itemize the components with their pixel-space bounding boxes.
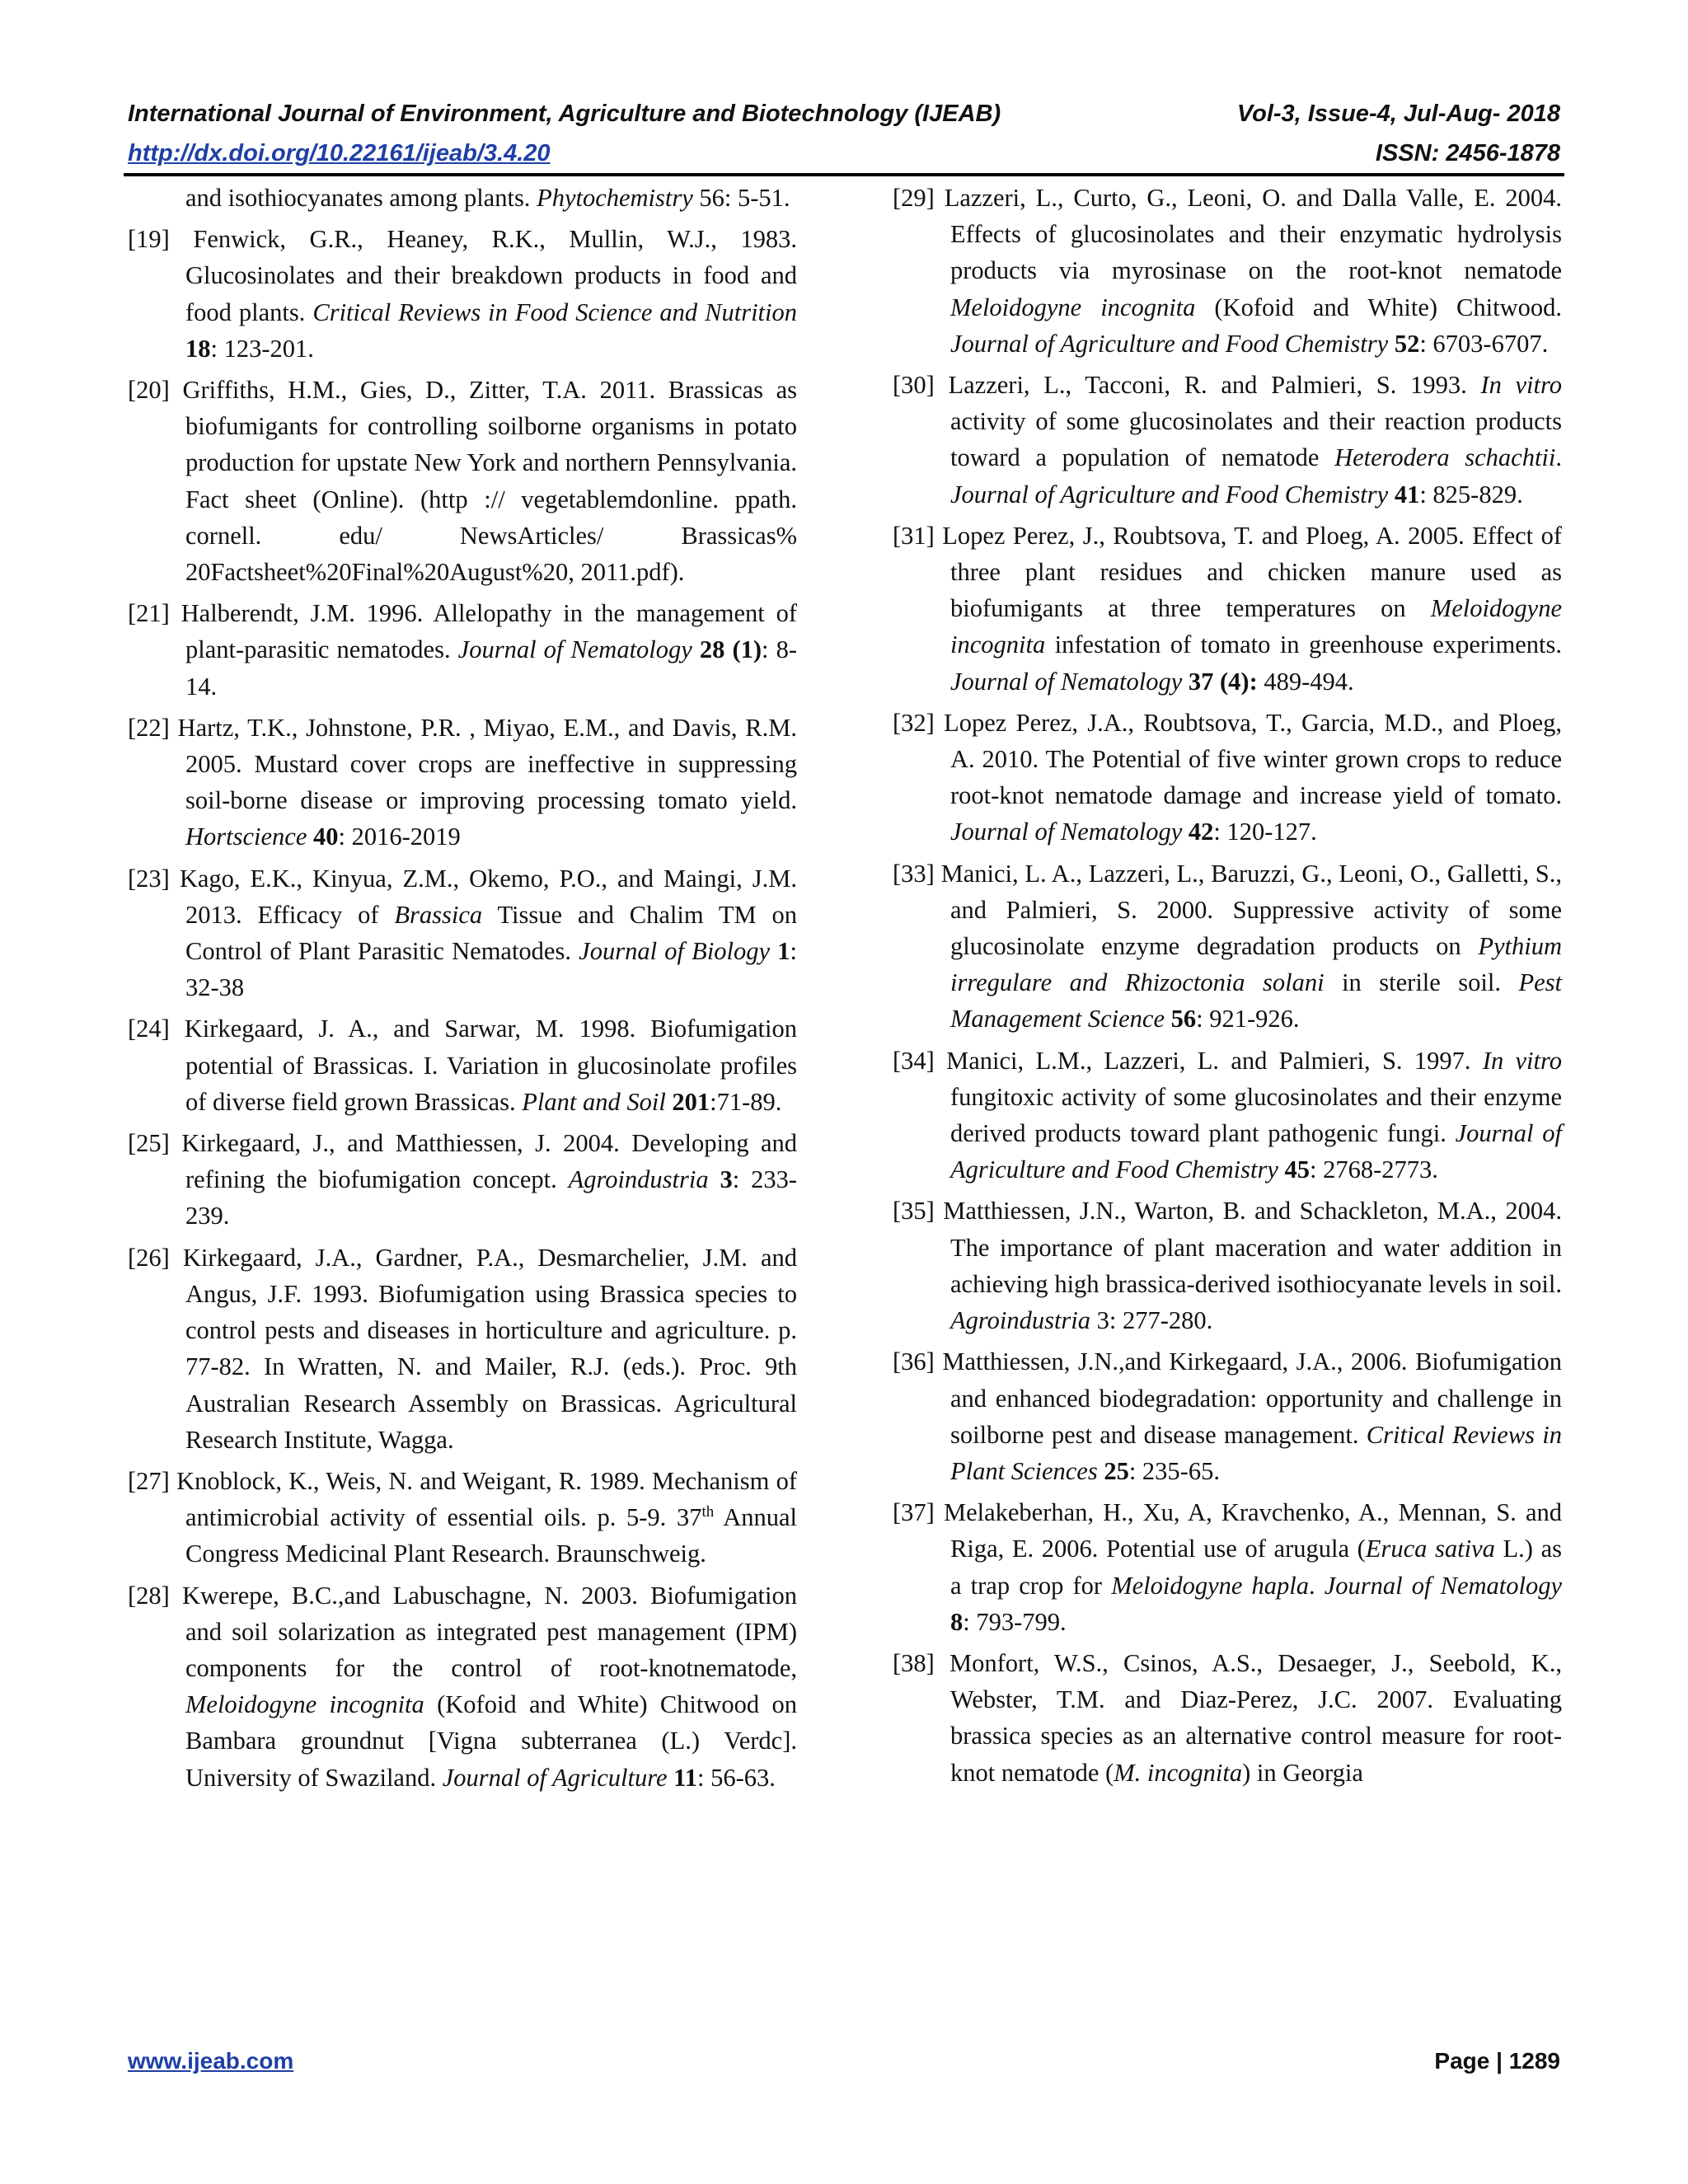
text-run [668,1764,674,1792]
header-rule [124,173,1564,176]
volume-issue: Vol-3, Issue-4, Jul-Aug- 2018 [1236,101,1560,127]
reference-entry [128,1463,797,1572]
reference-entry [128,860,797,1006]
text-run: [33] Manici, L. A., Lazzeri, L., Baruzzi, G., Leoni, O., Galletti, S., and Palmieri, S. 2000. Suppressive activity of some glucosinolate enzyme degradation products on [893,859,1562,961]
italic-text: Agroindustria [950,1306,1091,1335]
reference-entry [893,705,1562,851]
text-run: 3: 277-280. [1090,1306,1213,1335]
reference-entry [128,180,797,216]
text-run: ) in Georgia [1242,1758,1363,1787]
italic-text: Agroindustria [568,1165,709,1194]
bold-text: 41 [1394,480,1420,509]
left-column-references [128,180,797,1801]
text-run: [32] Lopez Perez, J.A., Roubtsova, T., Garcia, M.D., and Ploeg, A. 2010. The Potential of five winter grown crops to reduce root-knot nematode damage and increase yield of tomato. [893,708,1562,810]
reference-entry [128,372,797,590]
bold-text: 45 [1284,1155,1310,1184]
text-run: : 120-127. [1213,818,1317,846]
bold-text: 1 [777,937,790,966]
text-run: : 6703-6707. [1419,329,1549,358]
text-run: (Kofoid and White) Chitwood. [1195,293,1562,321]
text-run: in sterile soil. [1324,968,1519,997]
bold-text: 28 (1) [699,635,762,664]
text-run [307,823,313,851]
italic-text: Phytochemistry [537,184,693,212]
bold-text: 11 [673,1763,697,1792]
bold-text: 37 (4): [1188,667,1258,696]
reference-entry [128,1125,797,1235]
italic-text: Journal of Agriculture [442,1763,668,1792]
running-header [128,101,1560,134]
italic-text: Pythium irregulare and Rhizoctonia solani [950,932,1562,997]
journal-title: International Journal of Environment, Agriculture and Biotechnology (IJEAB) [128,101,1001,127]
text-run: [25] Kirkegaard, J., and Matthiessen, J. 2004. Developing and refining the biofumigation concept. [128,1129,797,1194]
text-run: : 825-829. [1419,480,1523,509]
reference-entry [893,855,1562,1038]
text-run: : 921-926. [1196,1005,1300,1033]
italic-text: Meloidogyne hapla [1111,1571,1310,1600]
text-run: L.) as a trap crop for [950,1535,1562,1600]
text-run: [21] Halberendt, J.M. 1996. Allelopathy in the management of plant-parasitic nematodes. [128,599,797,664]
text-run: : 2768-2773. [1310,1155,1438,1184]
bold-text: 201 [672,1087,710,1116]
text-run: activity of some glucosinolates and their reaction products toward a population of nematode [950,407,1562,472]
text-run: [26] Kirkegaard, J.A., Gardner, P.A., Desmarchelier, J.M. and Angus, J.F. 1993. Biofumigation using Brassica species to control pests and diseases in horticulture and agriculture. p. 77-82. In Wratten, N. and Mailer, R.J. (eds.). Proc. 9th Australian Research Assembly on Brassicas. Agricultural Research Institute, Wagga. [128,1243,797,1454]
reference-entry [128,1010,797,1120]
italic-text: Journal of Nematology [950,667,1183,696]
bold-text: 42 [1188,818,1214,846]
reference-entry [893,367,1562,513]
text-run: : 56-63. [696,1763,776,1792]
italic-text: Brassica [394,900,483,929]
text-run: [27] Knoblock, K., Weis, N. and Weigant, R. 1989. Mechanism of antimicrobial activity of essential oils. p. 5-9. 37 [128,1466,797,1532]
italic-text: Meloidogyne incognita [950,594,1562,659]
reference-entry [893,518,1562,700]
text-run: : 123-201. [210,334,314,363]
italic-text: Plant and Soil [522,1087,666,1116]
text-run: : 2016-2019 [338,823,461,851]
text-run: [35] Matthiessen, J.N., Warton, B. and Schackleton, M.A., 2004. The importance of plant maceration and water addition in achieving high brassica-derived isothiocyanate levels in soil. [893,1197,1562,1298]
italic-text: Eruca sativa [1365,1535,1495,1563]
text-run: 489-494. [1257,667,1354,696]
italic-text: Meloidogyne incognita [950,293,1196,321]
bold-text: 56 [1170,1005,1197,1033]
text-run: . [1555,443,1562,472]
text-run: :71-89. [710,1087,782,1116]
text-run: : 233-239. [185,1165,797,1230]
italic-text: M. incognita [1114,1758,1243,1787]
italic-text: Journal of Agriculture and Food Chemistry [950,480,1389,509]
italic-text: Hortscience [185,823,307,851]
italic-text: Journal of Nematology [457,635,692,664]
text-run [1388,480,1395,509]
italic-text: Journal of Nematology [1324,1571,1563,1600]
text-run [770,937,777,965]
reference-entry [128,595,797,705]
reference-entry [893,1494,1562,1640]
text-run: [37] Melakeberhan, H., Xu, A, Kravchenko, A., Mennan, S. and Riga, E. 2006. Potential use of arugula ( [893,1498,1562,1563]
text-run: and isothiocyanates among plants. [185,184,537,212]
text-run [1165,1005,1171,1033]
superscript: th [701,1502,715,1521]
text-run: infestation of tomato in greenhouse experiments. [1045,630,1562,659]
text-run [1182,818,1189,846]
text-run: : 32-38 [185,937,797,1002]
italic-text: Journal of Biology [579,937,771,966]
text-run: [20] Griffiths, H.M., Gies, D., Zitter, T.A. 2011. Brassicas as biofumigants for controlling soilborne organisms in potato production for upstate New York and northern Pennsylvania. Fact sheet (Online). (http :// vegetablemdonline. ppath. cornell. edu/ NewsArticles/ Brassicas% 20Factsheet%20Final%20August%20, 2011.pdf). [128,376,797,587]
bold-text: 8 [950,1607,964,1636]
reference-entry [128,1240,797,1458]
text-run: : 8-14. [185,635,797,701]
text-run: : 235-65. [1128,1456,1220,1485]
reference-entry [893,180,1562,362]
reference-entry [893,1193,1562,1338]
italic-text: Journal of Agriculture and Food Chemistry [950,1119,1562,1184]
italic-text: Journal of Nematology [950,818,1183,846]
text-run: : 793-799. [963,1607,1067,1636]
text-run: . [1309,1571,1325,1600]
text-run: [28] Kwerepe, B.C.,and Labuschagne, N. 2003. Biofumigation and soil solarization as integrated pest management (IPM) components for the control of root-knotnematode, [128,1581,797,1682]
text-run: 56: 5-51. [692,184,790,212]
bold-text: 40 [313,823,339,851]
text-run [1182,668,1189,696]
text-run: [38] Monfort, W.S., Csinos, A.S., Desaeger, J., Seebold, K., Webster, T.M. and Diaz-Perez, J.C. 2007. Evaluating brassica species as an alternative control measure for root-knot nematode ( [893,1648,1562,1787]
text-run [709,1165,720,1193]
text-run: [24] Kirkegaard, J. A., and Sarwar, M. 1998. Biofumigation potential of Brassicas. I. Variation in glucosinolate profiles of diverse field grown Brassicas. [128,1015,797,1116]
text-run: (Kofoid and White) Chitwood on Bambara groundnut [Vigna subterranea (L.) Verdc]. University of Swaziland. [185,1690,797,1792]
text-run: [19] Fenwick, G.R., Heaney, R.K., Mullin, W.J., 1983. Glucosinolates and their breakdown products in food and food plants. [128,225,797,326]
italic-text: In vitro [1482,1046,1562,1075]
text-run: Tissue and Chalim TM on Control of Plant Parasitic Nematodes. [185,900,798,966]
text-run [1278,1155,1285,1183]
italic-text: Critical Reviews in Plant Sciences [950,1420,1562,1485]
italic-text: Meloidogyne incognita [185,1690,424,1719]
text-run: [29] Lazzeri, L., Curto, G., Leoni, O. and Dalla Valle, E. 2004. Effects of glucosinolates and their enzymatic hydrolysis products via myrosinase on the root-knot nematode [893,184,1562,285]
text-run: [31] Lopez Perez, J., Roubtsova, T. and Ploeg, A. 2005. Effect of three plant residues and chicken manure used as biofumigants at three temperatures on [893,521,1562,623]
text-run [692,635,700,663]
page-footer [128,2048,1560,2081]
text-run: [34] Manici, L.M., Lazzeri, L. and Palmieri, S. 1997. [893,1046,1483,1075]
italic-text: Critical Reviews in Food Science and Nutrition [312,298,797,326]
italic-text: Pest Management Science [950,968,1562,1033]
bold-text: 3 [720,1165,733,1194]
reference-entry [893,1645,1562,1791]
italic-text: In vitro [1480,371,1562,400]
doi-link[interactable]: http://dx.doi.org/10.22161/ijeab/3.4.20 [128,140,551,166]
reference-entry [128,221,797,367]
reference-entry [128,710,797,855]
text-run: [23] Kago, E.K., Kinyua, Z.M., Okemo, P.O., and Maingi, J.M. 2013. Efficacy of [128,864,797,929]
reference-entry [128,1577,797,1796]
text-run: fungitoxic activity of some glucosinolates and their enzyme derived products toward plant pathogenic fungi. [950,1082,1562,1148]
reference-entry [893,1043,1562,1188]
right-column-references [893,180,1562,1796]
text-run: [22] Hartz, T.K., Johnstone, P.R. , Miyao, E.M., and Davis, R.M. 2005. Mustard cover crops are ineffective in suppressing soil-borne disease or improving processing tomato yield. [128,713,797,815]
text-run: Annual Congress Medicinal Plant Research. Braunschweig. [185,1503,797,1568]
italic-text: Heterodera schachtii [1334,443,1556,472]
bold-text: 52 [1394,329,1420,358]
text-run: [30] Lazzeri, L., Tacconi, R. and Palmieri, S. 1993. [893,371,1481,400]
doi-line [128,140,1560,173]
bold-text: 18 [185,334,211,363]
page-number: Page | 1289 [1434,2048,1560,2074]
website-link[interactable]: www.ijeab.com [128,2048,294,2074]
italic-text: Journal of Agriculture and Food Chemistry [950,329,1389,358]
bold-text: 25 [1104,1456,1129,1485]
text-run: [36] Matthiessen, J.N.,and Kirkegaard, J.A., 2006. Biofumigation and enhanced biodegradation: opportunity and challenge in soilborne pest and disease management. [893,1347,1562,1449]
issn: ISSN: 2456-1878 [1375,140,1560,166]
text-run [1388,330,1395,358]
reference-entry [893,1343,1562,1489]
